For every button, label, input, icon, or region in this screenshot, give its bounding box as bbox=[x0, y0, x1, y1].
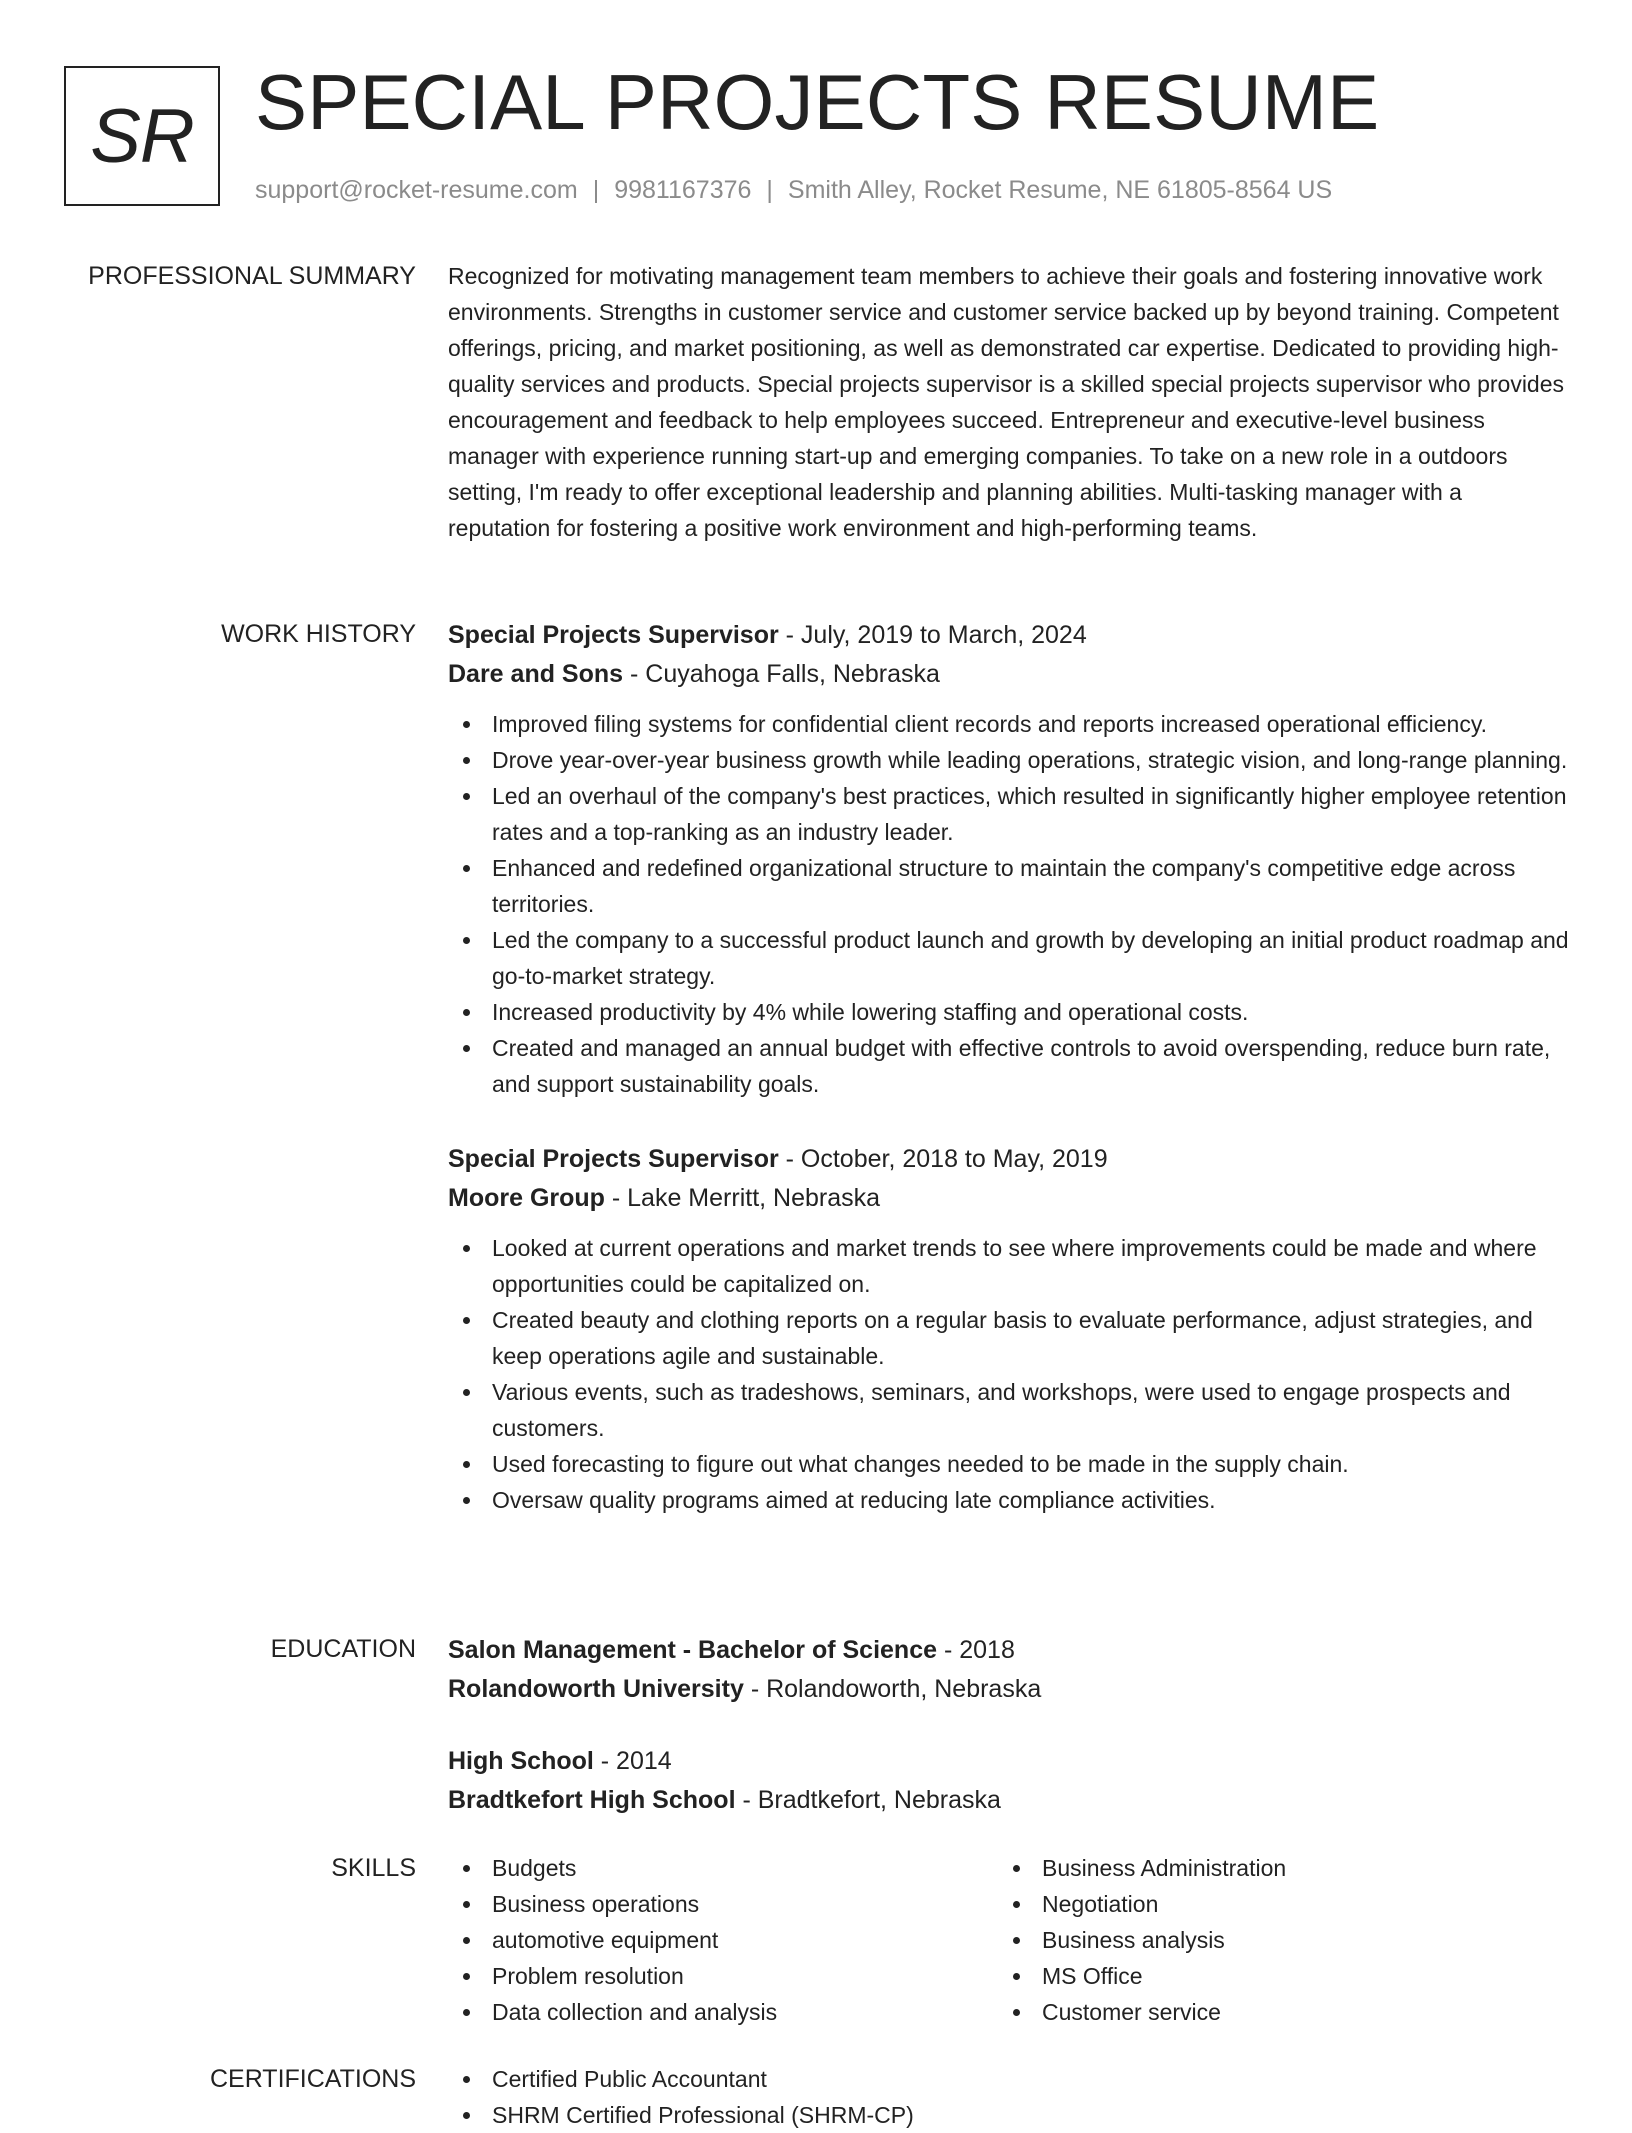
professional-summary bbox=[448, 258, 1570, 546]
section-label-skills: SKILLS bbox=[331, 1854, 416, 1882]
skill-item: Business Administration bbox=[998, 1850, 1548, 1886]
job-company-line bbox=[448, 1179, 1570, 1217]
resume-title: SPECIAL PROJECTS RESUME bbox=[255, 58, 1380, 146]
job-location: - Lake Merritt, Nebraska bbox=[604, 1184, 881, 1212]
job-entry bbox=[448, 1140, 1570, 1518]
job-role-line bbox=[448, 616, 1570, 654]
contact-email: support@rocket-resume.com bbox=[255, 176, 578, 204]
job-location: - Cuyahoga Falls, Nebraska bbox=[623, 660, 940, 688]
job-bullet: Drove year-over-year business growth while leading operations, strategic vision, and long-range planning. bbox=[448, 742, 1570, 778]
certification-item: Certified Public Accountant bbox=[448, 2061, 1570, 2097]
job-bullet: Increased productivity by 4% while lowering staffing and operational costs. bbox=[448, 994, 1570, 1030]
skill-item: Data collection and analysis bbox=[448, 1994, 998, 2030]
job-dates: - July, 2019 to March, 2024 bbox=[778, 621, 1087, 649]
education-school-line bbox=[448, 1670, 1570, 1708]
certification-item: SHRM Certified Professional (SHRM-CP) bbox=[448, 2097, 1570, 2133]
skill-item: Budgets bbox=[448, 1850, 998, 1886]
job-bullet: Led the company to a successful product launch and growth by developing an initial product roadmap and go-to-market strategy. bbox=[448, 922, 1570, 994]
skill-item: Business analysis bbox=[998, 1922, 1548, 1958]
contact-separator: | bbox=[592, 176, 600, 204]
job-bullet-list bbox=[448, 706, 1570, 1102]
job-bullet: Oversaw quality programs aimed at reducing late compliance activities. bbox=[448, 1482, 1570, 1518]
education-school-line bbox=[448, 1781, 1570, 1819]
job-bullet: Created beauty and clothing reports on a regular basis to evaluate performance, adjust strategies, and keep operations agile and sustainable. bbox=[448, 1302, 1570, 1374]
summary-paragraph: Recognized for motivating management team members to achieve their goals and fostering innovative work environments. Strengths in customer service and customer service backed up by beyond training. Competent offerings, pricing, and market positioning, as well as demonstrated car expertise. Dedicated to providing high-quality services and products. Special projects supervisor is a skilled special projects supervisor who provides encouragement and feedback to help employees succeed. Entrepreneur and executive-level business manager with experience running start-up and emerging companies. To take on a new role in a outdoors setting, I'm ready to offer exceptional leadership and planning abilities. Multi-tasking manager with a reputation for fostering a positive work environment and high-performing teams. bbox=[448, 263, 1565, 541]
education bbox=[448, 1631, 1570, 1819]
work-history bbox=[448, 616, 1570, 1518]
job-bullet-list bbox=[448, 1230, 1570, 1518]
skill-item: Business operations bbox=[448, 1886, 998, 1922]
skill-item: Negotiation bbox=[998, 1886, 1548, 1922]
job-entry bbox=[448, 616, 1570, 1102]
monogram-initials: SR bbox=[90, 93, 194, 179]
section-label-certifications: CERTIFICATIONS bbox=[209, 2065, 416, 2093]
education-year: - 2018 bbox=[937, 1636, 1015, 1664]
section-label-education: EDUCATION bbox=[270, 1635, 416, 1663]
education-school: Bradtkefort High School bbox=[448, 1786, 736, 1814]
skill-item: MS Office bbox=[998, 1958, 1548, 1994]
job-company-line bbox=[448, 655, 1570, 693]
education-entry bbox=[448, 1631, 1570, 1708]
job-company: Moore Group bbox=[448, 1184, 605, 1212]
skill-item: Problem resolution bbox=[448, 1958, 998, 1994]
section-label-professional-summary: PROFESSIONAL SUMMARY bbox=[88, 262, 416, 290]
job-company: Dare and Sons bbox=[448, 660, 624, 688]
contact-address: Smith Alley, Rocket Resume, NE 61805-8564 US bbox=[787, 176, 1333, 204]
job-dates: - October, 2018 to May, 2019 bbox=[778, 1145, 1108, 1173]
skills bbox=[448, 1850, 1570, 2030]
certification-list bbox=[448, 2061, 1570, 2133]
education-degree-line bbox=[448, 1742, 1570, 1780]
education-entry bbox=[448, 1742, 1570, 1819]
job-title: Special Projects Supervisor bbox=[448, 621, 779, 649]
job-bullet: Various events, such as tradeshows, seminars, and workshops, were used to engage prospects and customers. bbox=[448, 1374, 1570, 1446]
skill-item: automotive equipment bbox=[448, 1922, 998, 1958]
job-bullet: Improved filing systems for confidential client records and reports increased operational efficiency. bbox=[448, 706, 1570, 742]
skills-column-left bbox=[448, 1850, 998, 2030]
education-location: - Rolandoworth, Nebraska bbox=[743, 1675, 1042, 1703]
contact-line bbox=[255, 172, 1332, 208]
job-bullet: Looked at current operations and market trends to see where improvements could be made and where opportunities could be capitalized on. bbox=[448, 1230, 1570, 1302]
education-degree-line bbox=[448, 1631, 1570, 1669]
certifications bbox=[448, 2061, 1570, 2133]
job-bullet: Led an overhaul of the company's best practices, which resulted in significantly higher employee retention rates and a top-ranking as an industry leader. bbox=[448, 778, 1570, 850]
job-role-line bbox=[448, 1140, 1570, 1178]
job-title: Special Projects Supervisor bbox=[448, 1145, 779, 1173]
monogram-box bbox=[64, 66, 220, 206]
contact-separator: | bbox=[766, 176, 773, 204]
education-degree: High School bbox=[448, 1747, 594, 1775]
skills-grid bbox=[448, 1850, 1570, 2030]
skill-item: Customer service bbox=[998, 1994, 1548, 2030]
education-location: - Bradtkefort, Nebraska bbox=[735, 1786, 1001, 1814]
section-label-work-history: WORK HISTORY bbox=[221, 620, 416, 648]
education-school: Rolandoworth University bbox=[448, 1675, 744, 1703]
skills-column-right bbox=[998, 1850, 1548, 2030]
education-year: - 2014 bbox=[593, 1747, 672, 1775]
job-bullet: Enhanced and redefined organizational structure to maintain the company's competitive edge across territories. bbox=[448, 850, 1570, 922]
job-bullet: Used forecasting to figure out what changes needed to be made in the supply chain. bbox=[448, 1446, 1570, 1482]
contact-phone: 9981167376 bbox=[614, 176, 752, 204]
education-degree: Salon Management - Bachelor of Science bbox=[448, 1636, 938, 1664]
job-bullet: Created and managed an annual budget with effective controls to avoid overspending, reduce burn rate, and support sustainability goals. bbox=[448, 1030, 1570, 1102]
